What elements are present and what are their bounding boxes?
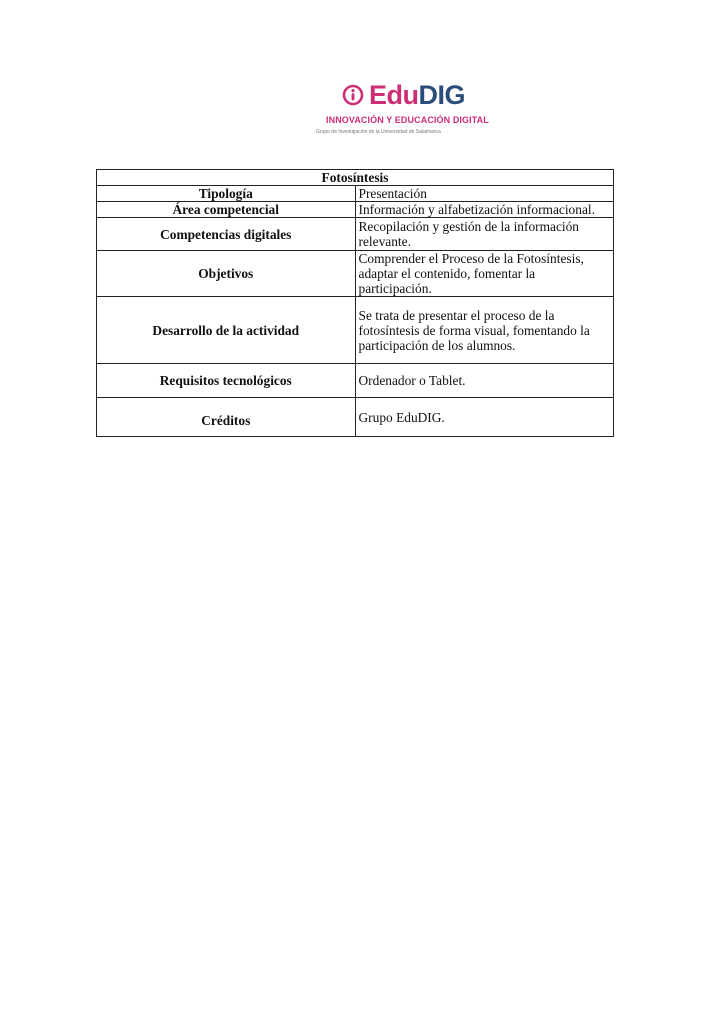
logo-brand-dig: DIG [418,80,466,110]
edudig-logo [300,80,489,142]
logo-tagline: INNOVACIÓN Y EDUCACIÓN DIGITAL [326,115,489,125]
table-title-row [97,170,614,186]
row-value-area-competencial: Información y alfabetización informacional. [355,202,614,218]
info-circle-icon [342,84,364,106]
table-row [97,186,614,202]
row-value-desarrollo: Se trata de presentar el proceso de la fotosíntesis de forma visual, fomentando la participación de los alumnos. [355,297,614,364]
row-label-desarrollo: Desarrollo de la actividad [97,297,356,364]
row-value-requisitos: Ordenador o Tablet. [355,364,614,398]
activity-sheet-table [96,169,614,437]
logo-subtitle: Grupo de Investigación de la Universidad de Salamanca [316,129,441,135]
table-row [97,364,614,398]
table-row [97,202,614,218]
row-label-competencias-digitales: Competencias digitales [97,218,356,251]
table-title: Fotosíntesis [97,170,614,186]
row-value-objetivos: Comprender el Proceso de la Fotosíntesis, adaptar el contenido, fomentar la participación. [355,251,614,297]
logo-wordmark [369,80,465,110]
row-value-competencias-digitales: Recopilación y gestión de la información relevante. [355,218,614,251]
row-value-creditos: Grupo EduDIG. [355,398,614,437]
logo-brand-row [342,80,480,110]
table-row [97,297,614,364]
row-label-creditos: Créditos [97,398,356,437]
row-label-objetivos: Objetivos [97,251,356,297]
row-label-tipologia: Tipología [97,186,356,202]
row-label-area-competencial: Área competencial [97,202,356,218]
row-value-tipologia: Presentación [355,186,614,202]
table-row [97,218,614,251]
table-row [97,251,614,297]
row-label-requisitos: Requisitos tecnológicos [97,364,356,398]
table-row [97,398,614,437]
logo-brand-edu: Edu [369,80,419,110]
